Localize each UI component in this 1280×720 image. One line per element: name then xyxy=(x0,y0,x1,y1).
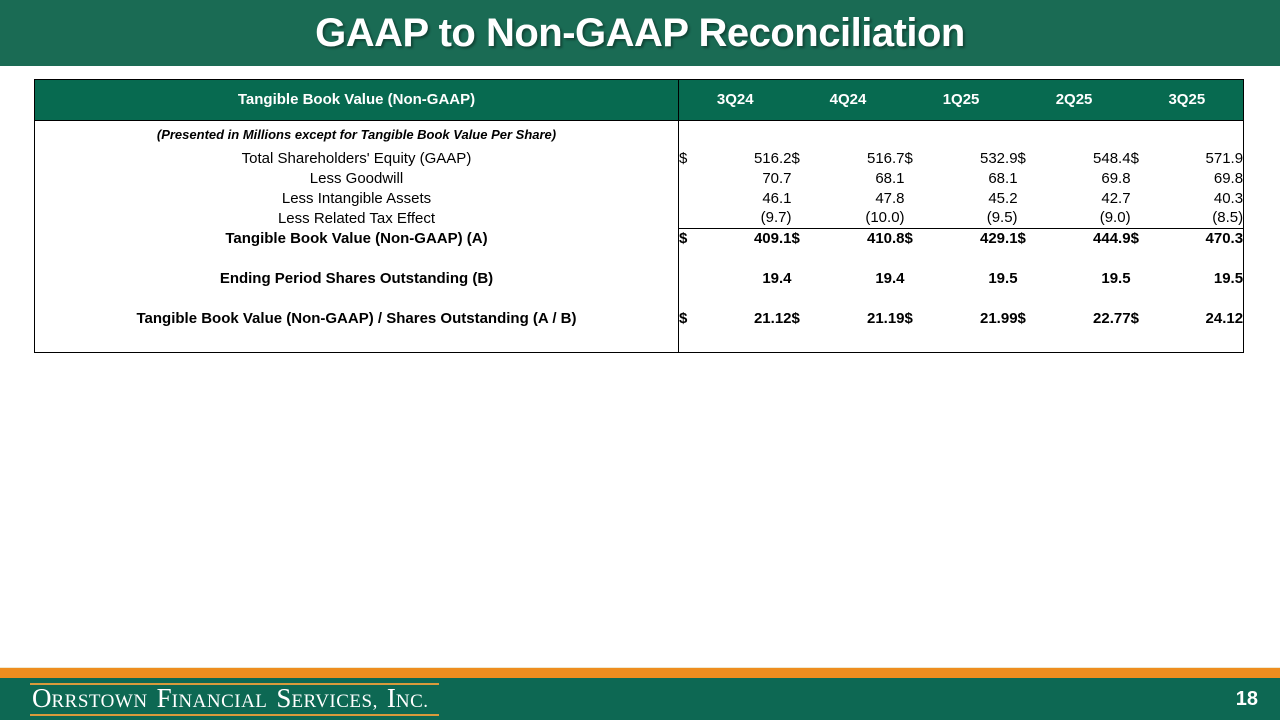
value-cell: 532.9 xyxy=(980,149,1018,167)
spacer-row xyxy=(35,249,1244,269)
value-cell: 42.7 xyxy=(1101,189,1131,207)
dollar-sign-cell xyxy=(679,269,703,289)
dollar-sign-cell xyxy=(1131,269,1155,289)
value-cell: 429.1 xyxy=(929,229,1018,249)
dollar-sign-cell xyxy=(905,209,929,229)
page-number: 18 xyxy=(1235,687,1258,710)
row-label xyxy=(35,329,679,353)
value-cell: 571.9 xyxy=(1205,149,1244,167)
value-cell: 409.1 xyxy=(703,229,792,249)
footer-orange-rule xyxy=(0,667,1280,678)
dollar-sign-cell xyxy=(905,269,929,289)
value-cell: 21.19 xyxy=(866,309,905,327)
dollar-sign-cell xyxy=(1131,189,1155,209)
dollar-sign-cell xyxy=(792,189,816,209)
dollar-sign-cell: $ xyxy=(679,149,703,169)
row-label: Ending Period Shares Outstanding (B) xyxy=(219,269,494,287)
dollar-sign-cell: $ xyxy=(792,229,816,249)
row-label: Total Shareholders' Equity (GAAP) xyxy=(241,149,472,167)
dollar-sign-cell xyxy=(1018,209,1042,229)
logo-word: F INANCIAL xyxy=(156,682,268,713)
value-cell: (9.7) xyxy=(760,209,792,227)
logo-word: I NC. xyxy=(386,682,429,713)
dollar-sign-cell xyxy=(1131,209,1155,229)
table-row xyxy=(35,189,1244,209)
dollar-sign-cell xyxy=(679,209,703,229)
value-cell: (9.5) xyxy=(986,209,1018,227)
quarter-header: 2Q25 xyxy=(1018,80,1131,121)
dollar-sign-cell: $ xyxy=(1017,309,1026,327)
value-cell: 19.5 xyxy=(1213,269,1244,287)
empty-cells xyxy=(679,249,1244,269)
value-cell: 69.8 xyxy=(1101,169,1131,187)
value-cell: 69.8 xyxy=(1213,169,1244,187)
row-label: Less Related Tax Effect xyxy=(277,209,436,227)
value-cell: 46.1 xyxy=(762,189,792,207)
value-cell: 21.99 xyxy=(980,309,1018,327)
value-cell: 68.1 xyxy=(875,169,905,187)
spacer-row xyxy=(35,329,1244,353)
row-label: Tangible Book Value (Non-GAAP) / Shares Outstanding (A / B) xyxy=(136,309,577,327)
value-cell: (9.0) xyxy=(1099,209,1131,227)
value-cell: (8.5) xyxy=(1212,209,1244,227)
dollar-sign-cell: $ xyxy=(1130,309,1139,327)
dollar-sign-cell xyxy=(905,169,929,189)
value-cell: 22.77 xyxy=(1093,309,1131,327)
value-cell: 45.2 xyxy=(988,189,1018,207)
dollar-sign-cell xyxy=(679,169,703,189)
dollar-sign-cell: $ xyxy=(1017,149,1026,167)
dollar-sign-cell: $ xyxy=(905,229,929,249)
table-note: (Presented in Millions except for Tangible Book Value Per Share) xyxy=(156,126,557,142)
logo-word: O RRSTOWN xyxy=(32,682,148,713)
value-cell: 548.4 xyxy=(1093,149,1131,167)
reconciliation-table xyxy=(34,79,1244,353)
value-cell: 410.8 xyxy=(816,229,905,249)
table-header-row xyxy=(35,80,1244,121)
dollar-sign-cell: $ xyxy=(1131,229,1155,249)
spacer-row xyxy=(35,289,1244,309)
value-cell: 444.9 xyxy=(1042,229,1131,249)
logo-word: S ERVICES, xyxy=(276,682,378,713)
value-cell: 19.4 xyxy=(762,269,792,287)
value-cell: 516.2 xyxy=(753,149,792,167)
page-title: GAAP to Non-GAAP Reconciliation xyxy=(315,10,965,55)
value-cell: 24.12 xyxy=(1205,309,1244,327)
quarter-header: 3Q24 xyxy=(679,80,792,121)
dollar-sign-cell: $ xyxy=(679,309,703,329)
row-label: Less Goodwill xyxy=(309,169,404,187)
row-label: Less Intangible Assets xyxy=(281,189,432,207)
value-cell: 516.7 xyxy=(866,149,905,167)
dollar-sign-cell xyxy=(1131,169,1155,189)
dollar-sign-cell: $ xyxy=(791,309,800,327)
dollar-sign-cell: $ xyxy=(1018,229,1042,249)
dollar-sign-cell xyxy=(792,169,816,189)
value-cell: (10.0) xyxy=(865,209,905,227)
value-cell: 47.8 xyxy=(875,189,905,207)
footer-bar xyxy=(0,678,1280,720)
table-row xyxy=(35,149,1244,169)
dollar-sign-cell xyxy=(792,269,816,289)
dollar-sign-cell: $ xyxy=(791,149,800,167)
empty-cells xyxy=(679,329,1244,353)
table-label-header: Tangible Book Value (Non-GAAP) xyxy=(35,80,679,121)
value-cell: 19.4 xyxy=(875,269,905,287)
dollar-sign-cell xyxy=(679,189,703,209)
value-cell: 68.1 xyxy=(988,169,1018,187)
value-cell: 19.5 xyxy=(988,269,1018,287)
dollar-sign-cell: $ xyxy=(679,229,703,249)
dollar-sign-cell xyxy=(792,209,816,229)
quarter-header: 3Q25 xyxy=(1131,80,1244,121)
company-logo xyxy=(30,683,439,716)
dollar-sign-cell xyxy=(1018,169,1042,189)
dollar-sign-cell xyxy=(905,189,929,209)
quarter-header: 1Q25 xyxy=(905,80,1018,121)
dollar-sign-cell: $ xyxy=(904,149,913,167)
value-cell: 70.7 xyxy=(762,169,792,187)
quarter-header: 4Q24 xyxy=(792,80,905,121)
table-row xyxy=(35,229,1244,249)
empty-cells xyxy=(679,121,1244,149)
dollar-sign-cell: $ xyxy=(1130,149,1139,167)
table-row xyxy=(35,269,1244,289)
value-cell: 19.5 xyxy=(1101,269,1131,287)
row-label xyxy=(35,289,679,309)
dollar-sign-cell: $ xyxy=(904,309,913,327)
row-label: Tangible Book Value (Non-GAAP) (A) xyxy=(225,229,488,247)
empty-cells xyxy=(679,289,1244,309)
dollar-sign-cell xyxy=(1018,189,1042,209)
note-row xyxy=(35,121,1244,149)
value-cell: 21.12 xyxy=(753,309,792,327)
dollar-sign-cell xyxy=(1018,269,1042,289)
table-row xyxy=(35,169,1244,189)
table-row xyxy=(35,209,1244,229)
table-row xyxy=(35,309,1244,329)
value-cell: 470.3 xyxy=(1155,229,1244,249)
value-cell: 40.3 xyxy=(1213,189,1244,207)
title-bar xyxy=(0,0,1280,66)
row-label xyxy=(35,249,679,269)
